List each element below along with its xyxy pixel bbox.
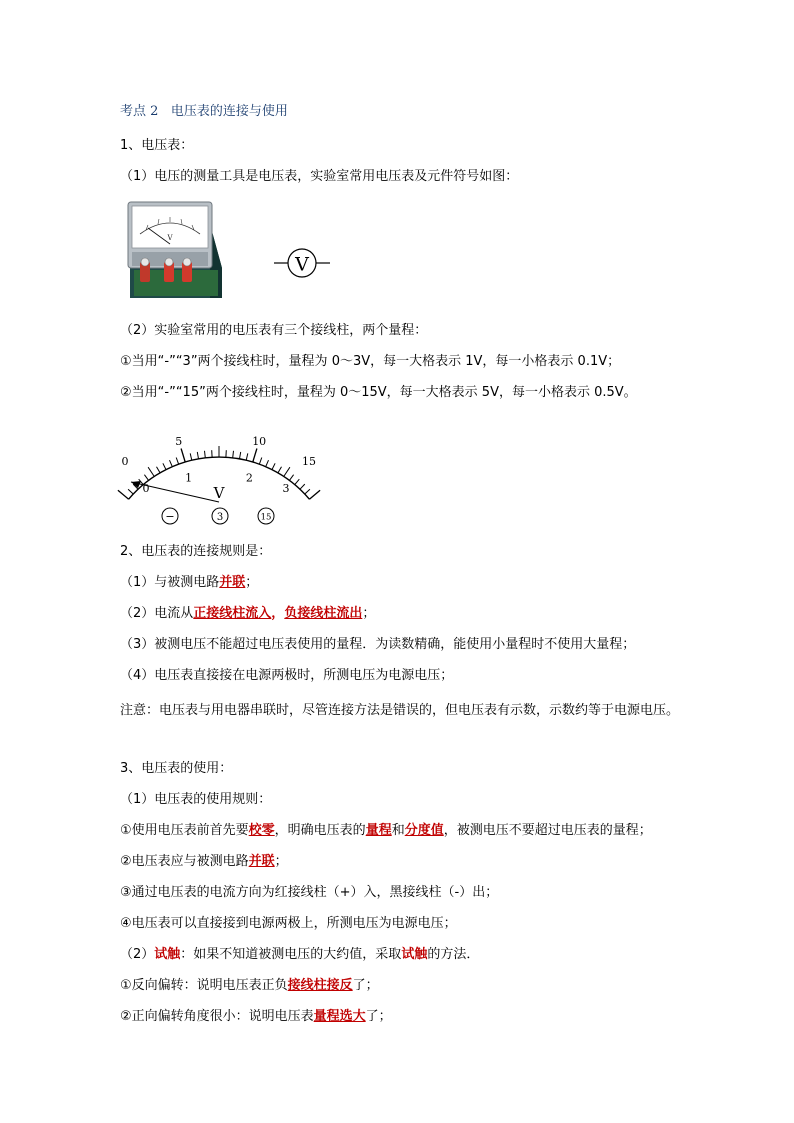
- rule-1-highlight: 并联: [219, 575, 246, 590]
- part1-title: 1、电压表：: [120, 138, 194, 153]
- usage-1-end: ，被测电压不要超过电压表的量程；: [443, 823, 652, 838]
- usage-3: ③通过电压表的电流方向为红接线柱（+）入，黑接线柱（-）出；: [120, 885, 499, 900]
- photo-v-letter: V: [167, 234, 173, 242]
- symbol-v-letter: V: [295, 253, 309, 276]
- scale-unit-letter: V: [213, 484, 225, 502]
- rule-2-text: （2）电流从: [120, 606, 194, 621]
- scale-tick: [181, 449, 185, 463]
- usage-1-highlight-2: 量程: [365, 823, 392, 838]
- scale-tick: [246, 453, 248, 460]
- usage-1-highlight-3: 分度值: [404, 823, 444, 838]
- inner-label-1: 1: [185, 471, 193, 485]
- terminal-15-label: 15: [260, 512, 272, 523]
- rule-2-highlight-1: 正接线柱流入: [193, 606, 272, 621]
- outer-label-0: 0: [121, 455, 129, 468]
- usage-2-end: ；: [274, 854, 288, 869]
- scale-tick: [163, 463, 166, 469]
- note-paragraph: 注意：电压表与用电器串联时，尽管连接方法是错误的，但电压表有示数，示数约等于电源电压。: [120, 703, 680, 718]
- usage-1-text-3: 和: [391, 823, 405, 838]
- trial-heading-highlight-2: 试触: [401, 947, 428, 962]
- rule-1: [120, 573, 258, 593]
- usage-1-text-2: ，明确电压表的: [274, 823, 366, 838]
- scale-tick: [190, 453, 192, 460]
- inner-label-2: 2: [245, 471, 253, 485]
- section-heading: [120, 102, 288, 122]
- trial-1: [120, 976, 379, 996]
- part3-title: 3、电压表的使用：: [120, 761, 233, 776]
- trial-heading-text: ：如果不知道被测电压的大约值，采取: [180, 947, 402, 962]
- trial-1-text: ①反向偏转：说明电压表正负: [120, 978, 288, 993]
- scale-tick: [197, 452, 198, 459]
- rule-3: （3）被测电压不能超过电压表使用的量程．为读数精确，能使用小量程时不使用大量程；: [120, 637, 636, 652]
- terminal-negative-label: −: [165, 510, 175, 523]
- usage-1-text: ①使用电压表前首先要: [120, 823, 249, 838]
- part3-sub1: （1）电压表的使用规则：: [120, 792, 272, 807]
- part1-p1: （1）电压的测量工具是电压表，实验室常用电压表及元件符号如图：: [120, 169, 519, 184]
- trial-2-highlight: 量程选大: [313, 1009, 366, 1024]
- scale-tick: [240, 452, 241, 459]
- heading-prefix: 考点: [120, 104, 147, 119]
- scale-tick: [233, 451, 234, 458]
- scale-tick: [118, 490, 129, 499]
- scale-tick: [300, 484, 305, 489]
- voltmeter-photo: [124, 198, 224, 302]
- rule-2-highlight-2: 负接线柱流出: [284, 606, 363, 621]
- part2-title: 2、电压表的连接规则是：: [120, 544, 272, 559]
- terminal-3-label: 3: [216, 512, 224, 523]
- heading-number: 2: [150, 104, 159, 119]
- trial-2: [120, 1007, 392, 1027]
- usage-2-text: ②电压表应与被测电路: [120, 854, 249, 869]
- heading-title: 电压表的连接与使用: [170, 104, 288, 119]
- scale-tick: [305, 489, 310, 494]
- scale-tick: [295, 479, 300, 484]
- rule-2-comma: ，: [271, 606, 285, 621]
- scale-tick: [266, 460, 269, 467]
- scale-tick: [144, 475, 148, 481]
- trial-heading: [120, 945, 479, 965]
- usage-2: [120, 852, 288, 872]
- outer-label-15: 15: [302, 455, 316, 468]
- trial-heading-num: （2）: [120, 947, 155, 962]
- rule-2: [120, 604, 375, 624]
- voltmeter-scale-figure: [115, 410, 325, 530]
- usage-2-highlight: 并联: [248, 854, 275, 869]
- trial-2-end: 了；: [365, 1009, 392, 1024]
- part1-p4: ②当用“-”“15”两个接线柱时，量程为 0～15V，每一大格表示 5V，每一小格表示 0.5V。: [120, 385, 637, 400]
- scale-tick: [284, 467, 290, 476]
- scale-tick: [128, 489, 133, 494]
- rule-1-end: ；: [245, 575, 259, 590]
- trial-2-text: ②正向偏转角度很小：说明电压表: [120, 1009, 314, 1024]
- scale-tick: [259, 458, 261, 465]
- usage-1-highlight-1: 校零: [248, 823, 275, 838]
- scale-tick: [176, 458, 178, 465]
- trial-1-end: 了；: [352, 978, 379, 993]
- outer-label-10: 10: [252, 434, 267, 448]
- scale-tick: [309, 490, 320, 499]
- scale-tick: [290, 475, 294, 481]
- scale-tick: [148, 467, 154, 476]
- usage-1: [120, 821, 652, 841]
- inner-label-0: 0: [142, 482, 150, 495]
- scale-tick: [253, 449, 257, 463]
- part1-p2: （2）实验室常用的电压表有三个接线柱，两个量程：: [120, 323, 428, 338]
- scale-tick: [170, 460, 173, 467]
- scale-tick: [278, 467, 282, 473]
- part1-p3: ①当用“-”“3”两个接线柱时，量程为 0～3V，每一大格表示 1V，每一小格表示 0.1V；: [120, 354, 621, 369]
- trial-1-highlight: 接线柱接反: [287, 978, 353, 993]
- rule-2-end: ；: [362, 606, 376, 621]
- usage-4: ④电压表可以直接接到电源两极上，所测电压为电源电压；: [120, 916, 457, 931]
- rule-1-text: （1）与被测电路: [120, 575, 220, 590]
- voltmeter-symbol: [270, 240, 334, 286]
- trial-heading-end: 的方法．: [427, 947, 480, 962]
- trial-heading-highlight-1: 试触: [154, 947, 181, 962]
- scale-tick: [157, 467, 161, 473]
- rule-4: （4）电压表直接接在电源两极时，所测电压为电源电压；: [120, 668, 454, 683]
- scale-tick: [272, 463, 275, 469]
- outer-label-5: 5: [175, 434, 183, 448]
- scale-tick: [205, 451, 206, 458]
- inner-label-3: 3: [282, 482, 290, 495]
